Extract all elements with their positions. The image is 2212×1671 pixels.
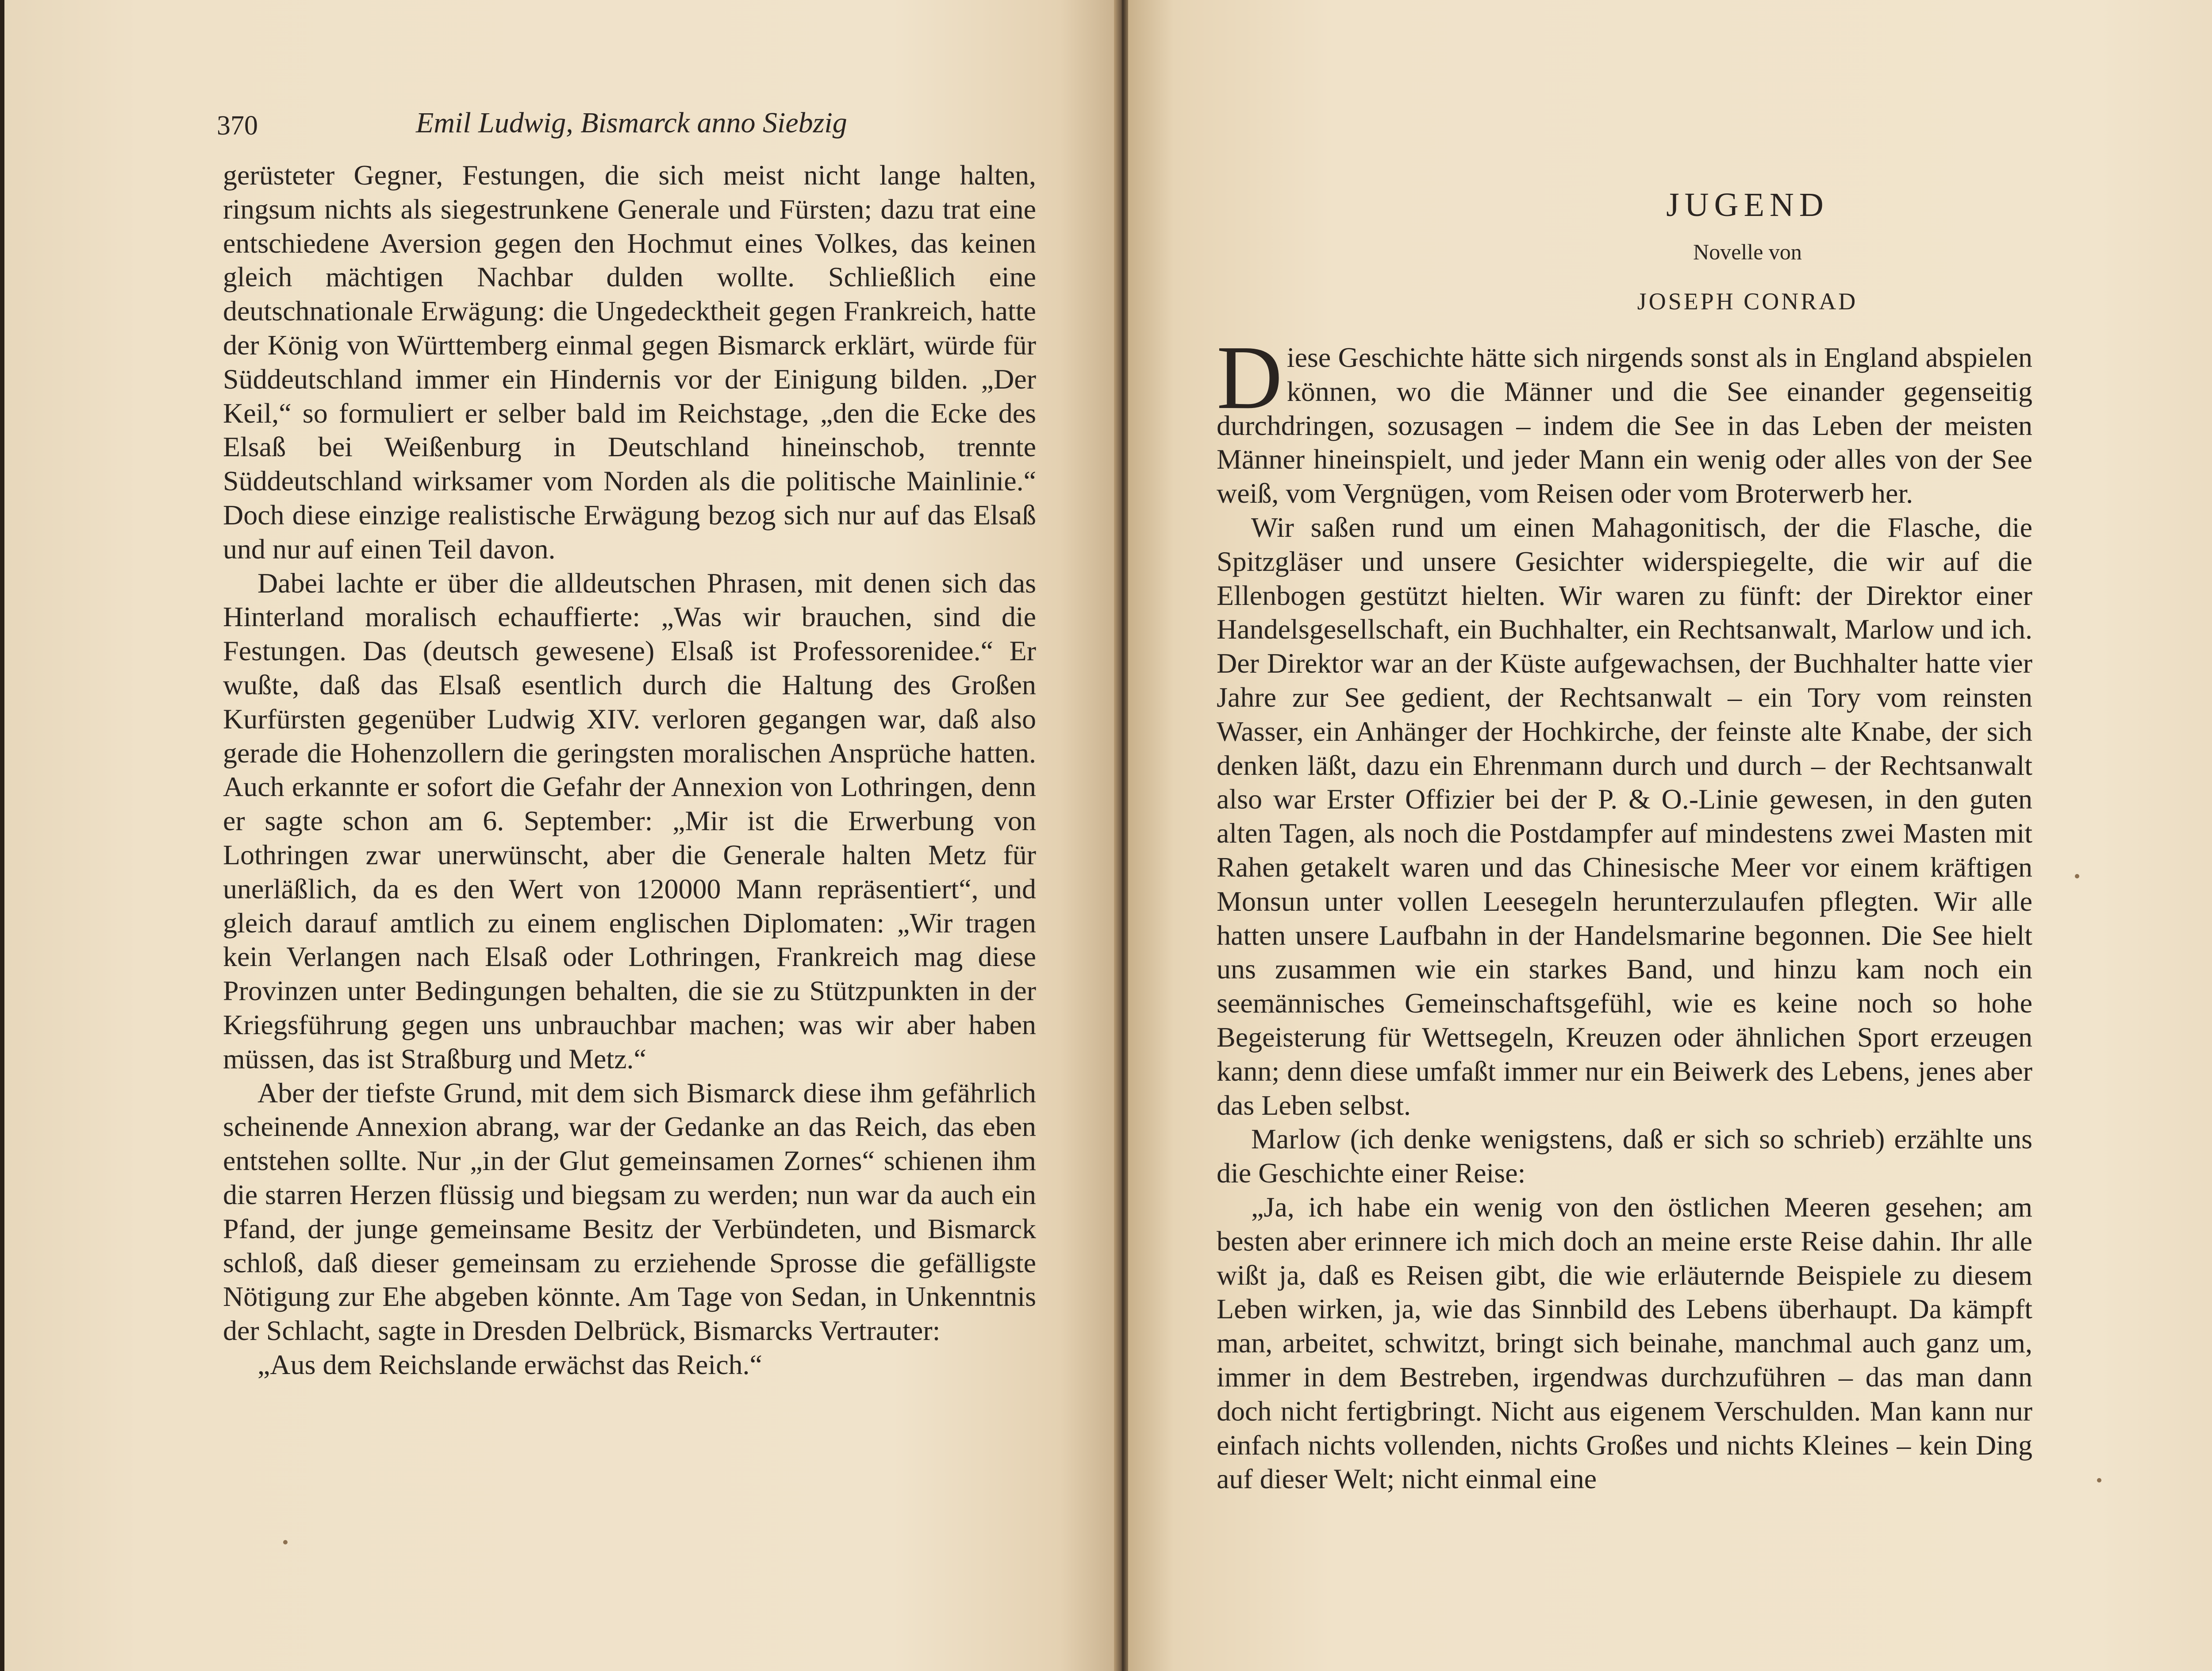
right-body-text <box>1217 327 2032 1496</box>
left-body-text <box>223 158 1036 1382</box>
story-subtitle: Novelle von <box>1693 239 1802 264</box>
paper-speck <box>283 1540 288 1544</box>
paragraph: „Ja, ich habe ein wenig von den östlichen Meeren gesehen; am besten aber erinnere ich mich doch an meine erste Reise dahin. Ihr alle wißt ja, daß es Reisen gibt, die wie erläuternde Beispiele zu diesem Leben wirken, ja, wie das Sinnbild des Lebens überhaupt. Da kämpft man, arbeitet, schwitzt, bringt sich beinahe, manchmal auch ganz um, immer in dem Bestreben, irgendwas durchzuführen – das man dann doch nicht fertigbringt. Nicht aus eigenem Verschulden. Man kann nur einfach nichts vollenden, nichts Großes und nichts Kleines – kein Ding auf dieser Welt; nicht einmal eine <box>1217 1191 2032 1495</box>
story-author: JOSEPH CONRAD <box>1637 288 1858 315</box>
paper-speck <box>2097 1478 2101 1482</box>
left-page <box>4 0 1116 1671</box>
story-title: JUGEND <box>1666 186 1829 223</box>
running-head <box>217 100 1057 148</box>
paragraph: „Aus dem Reichslande erwächst das Reich.“ <box>257 1348 762 1380</box>
paper-speck <box>2075 874 2079 878</box>
book-gutter <box>1114 0 1130 1671</box>
page-number: 370 <box>217 111 258 141</box>
running-title: Emil Ludwig, Bismarck anno Siebzig <box>416 107 847 139</box>
paragraph: gerüsteter Gegner, Festungen, die sich meist nicht lange halten, ringsum nichts als siegestrunkene Generale und Fürsten; dazu trat eine entschiedene Aversion gegen den Hochmut eines Volkes, das keinen gleich mächtigen Nachbar dulden wollte. Schließlich eine deutschnationale Erwägung: die Ungedecktheit gegen Frankreich, hatte der König von Württemberg einmal gegen Bismarck erklärt, würde für Süddeutschland immer ein Hindernis vor der Einigung bilden. „Der Keil,“ so formuliert er selber bald im Reichstage, „den die Ecke des Elsaß bei Weißenburg in Deutschland hineinschob, trennte Süddeutschland wirksamer vom Norden als die politische Mainlinie.“ Doch diese einzige realistische Erwägung bezog sich nur auf das Elsaß und nur auf einen Teil davon. <box>223 159 1036 565</box>
paragraph-text: iese Geschichte hätte sich nirgends sonst als in England abspielen können, wo die Männer und die See einander gegenseitig durchdringen, sozusagen – indem die See in das Leben der meisten Männer hineinspielt, und jeder Mann ein wenig oder alles von der See weiß, vom Vergnügen, vom Reisen oder vom Broterwerb her. <box>1217 342 2032 509</box>
first-paragraph <box>1217 327 2032 511</box>
paragraph: Wir saßen rund um einen Mahagonitisch, der die Flasche, die Spitzgläser und unsere Gesichter widerspiegelte, die wir auf die Ellenbogen gestützt hielten. Wir waren zu fünft: der Direktor einer Handelsgesellschaft, ein Buchhalter, ein Rechtsanwalt, Marlow und ich. Der Direktor war an der Küste aufgewachsen, der Buchhalter hatte vier Jahre zur See gedient, der Rechtsanwalt – ein Tory vom reinsten Wasser, ein Anhänger der Hochkirche, der feinste alte Knabe, der sich denken läßt, dazu ein Ehrenmann durch und durch – der Rechtsanwalt also war Erster Offizier bei der P. & O.-Linie gewesen, in den guten alten Tagen, als noch die Postdampfer auf mindestens zwei Masten mit Rahen getakelt waren und das Chinesische Meer vor einem kräftigen Monsun unter vollen Leesegeln herunterzulaufen pflegten. Wir alle hatten unsere Laufbahn in der Handelsmarine begonnen. Die See hielt uns zusammen wie ein starkes Band, und hinzu kam noch ein seemännisches Gemeinschaftsgefühl, wie es keine noch so hohe Begeisterung für Wettsegeln, Kreuzen oder ähnlichen Sport erzeugen kann; denn diese umfaßt immer nur ein Beiwerk des Lebens, jenes aber das Leben selbst. <box>1217 511 2032 1121</box>
paragraph: Marlow (ich denke wenigstens, daß er sich so schrieb) erzählte uns die Geschichte einer Reise: <box>1217 1123 2032 1189</box>
paragraph: Aber der tiefste Grund, mit dem sich Bismarck diese ihm gefährlich scheinende Annexion abrang, war der Gedanke an das Reich, das eben entstehen sollte. Nur „in der Glut gemeinsamen Zornes“ schienen ihm die starren Herzen flüssig und biegsam zu werden; nun war da auch ein Pfand, der junge gemeinsame Besitz der Verbündeten, und Bismarck schloß, daß dieser gemeinsam zu erziehende Sprosse die gefälligste Nötigung zur Ehe abgeben könnte. Am Tage von Sedan, in Unkenntnis der Schlacht, sagte in Dresden Delbrück, Bismarcks Vertrauter: <box>223 1077 1036 1347</box>
paragraph: Dabei lachte er über die alldeutschen Phrasen, mit denen sich das Hinterland moralisch echauffierte: „Was wir brauchen, sind die Festungen. Das (deutsch gewesene) Elsaß ist Professorenidee.“ Er wußte, daß das Elsaß esentlich durch die Haltung des Großen Kurfürsten gegenüber Ludwig XIV. verloren gegangen war, daß also gerade die Hohenzollern die geringsten moralischen Ansprüche hatten. Auch erkannte er sofort die Gefahr der Annexion von Lothringen, denn er sagte schon am 6. September: „Mir ist die Erwerbung von Lothringen zwar unerwünscht, aber die Generale halten Metz für unerläßlich, da es den Wert von 120000 Mann repräsentiert“, und gleich darauf amtlich zu einem englischen Diplomaten: „Wir tragen kein Verlangen nach Elsaß oder Lothringen, Frankreich mag diese Provinzen unter Bedingungen behalten, die sie zu Stützpunkten in der Kriegsführung gegen uns unbrauchbar machen; was wir aber haben müssen, das ist Straßburg und Metz.“ <box>223 567 1036 1074</box>
right-page <box>1128 0 2212 1671</box>
drop-cap: D <box>1217 327 1283 428</box>
